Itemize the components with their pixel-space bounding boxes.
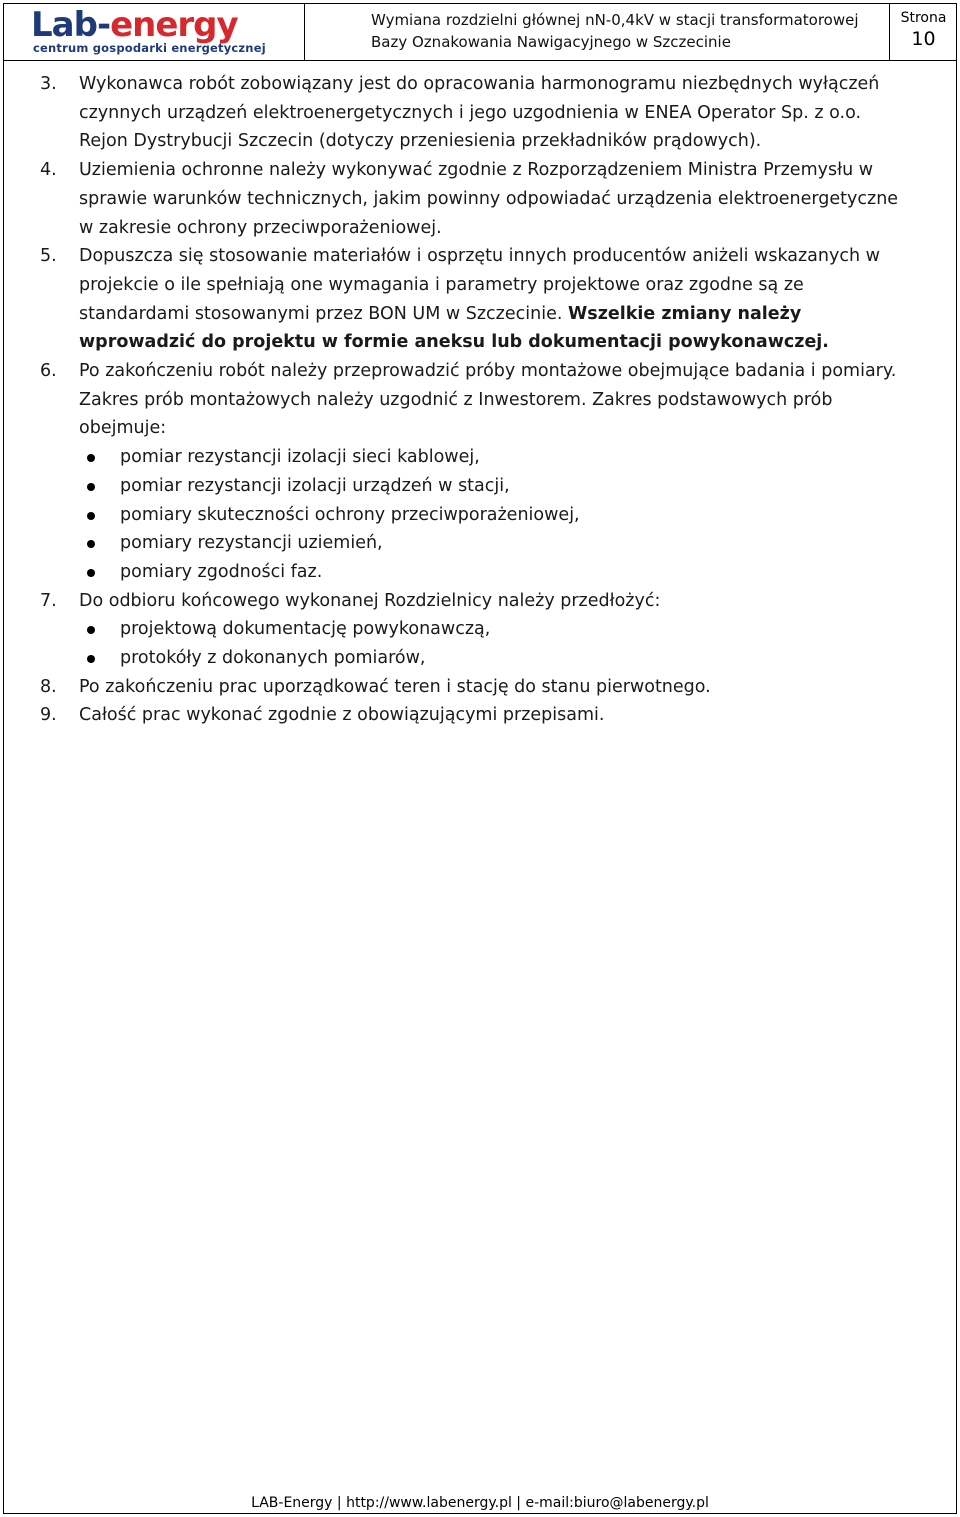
item-number: 9. <box>40 705 57 726</box>
bullet-item <box>40 615 910 644</box>
list-item <box>40 156 910 242</box>
bullet-text: pomiary skuteczności ochrony przeciwporażeniowej, <box>120 504 580 525</box>
title-line-2: Bazy Oznakowania Nawigacyjnego w Szczecinie <box>371 33 731 51</box>
item-text: Po zakończeniu prac uporządkować teren i stację do stanu pierwotnego. <box>79 676 711 697</box>
item-number: 3. <box>40 74 57 94</box>
item-text: Uziemienia ochronne należy wykonywać zgodnie z Rozporządzeniem Ministra Przemysłu w sprawie warunków technicznych, jakim powinny odpowiadać urządzenia elektroenergetyczne w zakresie ochrony przeciwporażeniowej. <box>79 160 899 238</box>
bullet-dot-icon <box>87 483 95 491</box>
bullet-item <box>40 558 910 587</box>
page-footer: LAB-Energy | http://www.labenergy.pl | e-mail:biuro@labenergy.pl <box>251 1495 709 1511</box>
logo-wordmark <box>31 5 238 45</box>
bullet-item <box>40 443 910 472</box>
document-body <box>40 70 910 730</box>
item-bold-text: Wszelkie zmiany należy wprowadzić do projektu w formie aneksu lub dokumentacji powykonawczej. <box>79 303 829 353</box>
bullet-text: protokóły z dokonanych pomiarów, <box>120 648 426 669</box>
item-number: 7. <box>40 590 57 611</box>
document-title <box>305 3 890 60</box>
item-number: 8. <box>40 676 57 697</box>
item-text: Po zakończeniu robót należy przeprowadzić próby montażowe obejmujące badania i pomiary. Zakres prób montażowych należy uzgodnić z Inwestorem. Zakres podstawowych prób obejmuje: <box>79 361 897 439</box>
logo-lab: Lab- <box>31 5 111 45</box>
bullet-text: projektową dokumentację powykonawczą, <box>120 619 491 640</box>
page-number-cell <box>890 3 957 60</box>
logo-tagline: centrum gospodarki energetycznej <box>33 41 266 55</box>
bullet-dot-icon <box>87 454 95 462</box>
list-item <box>40 701 910 730</box>
title-line-1: Wymiana rozdzielni głównej nN-0,4kV w stacji transformatorowej <box>371 11 859 29</box>
bullet-text: pomiary zgodności faz. <box>120 561 323 582</box>
list-item <box>40 673 910 702</box>
bullet-dot-icon <box>87 626 95 634</box>
bullet-dot-icon <box>87 512 95 520</box>
bullet-text: pomiar rezystancji izolacji sieci kablowej, <box>120 447 480 468</box>
bullet-dot-icon <box>87 655 95 663</box>
list-item <box>40 357 910 443</box>
bullet-dot-icon <box>87 540 95 548</box>
item-text: Do odbioru końcowego wykonanej Rozdzielnicy należy przedłożyć: <box>79 590 661 611</box>
bullet-item <box>40 529 910 558</box>
bullet-item <box>40 644 910 673</box>
bullet-item <box>40 472 910 501</box>
list-item <box>40 242 910 357</box>
list-item <box>40 587 910 616</box>
bullet-text: pomiar rezystancji izolacji urządzeń w stacji, <box>120 475 510 496</box>
item-number: 4. <box>40 160 57 181</box>
bullet-text: pomiary rezystancji uziemień, <box>120 533 383 554</box>
bullet-dot-icon <box>87 569 95 577</box>
logo-energy: energy <box>110 5 238 45</box>
list-item <box>40 70 910 156</box>
bullet-item <box>40 501 910 530</box>
item-text: Dopuszcza się stosowanie materiałów i osprzętu innych producentów aniżeli wskazanych w projekcie o ile spełniają one wymagania i parametry projektowe oraz zgodne są ze standardami stosowanymi przez BON UM w Szczecinie. <box>79 246 880 324</box>
page-label: Strona <box>900 10 947 26</box>
page-number: 10 <box>911 28 936 50</box>
item-number: 5. <box>40 246 57 267</box>
page-header <box>3 3 957 61</box>
item-number: 6. <box>40 361 57 382</box>
item-text: Całość prac wykonać zgodnie z obowiązującymi przepisami. <box>79 705 605 726</box>
item-text: Wykonawca robót zobowiązany jest do opracowania harmonogramu niezbędnych wyłączeń czynnych urządzeń elektroenergetycznych i jego uzgodnienia w ENEA Operator Sp. z o.o. Rejon Dystrybucji Szczecin (dotyczy przeniesienia przekładników prądowych). <box>79 74 880 152</box>
company-logo <box>3 3 305 60</box>
